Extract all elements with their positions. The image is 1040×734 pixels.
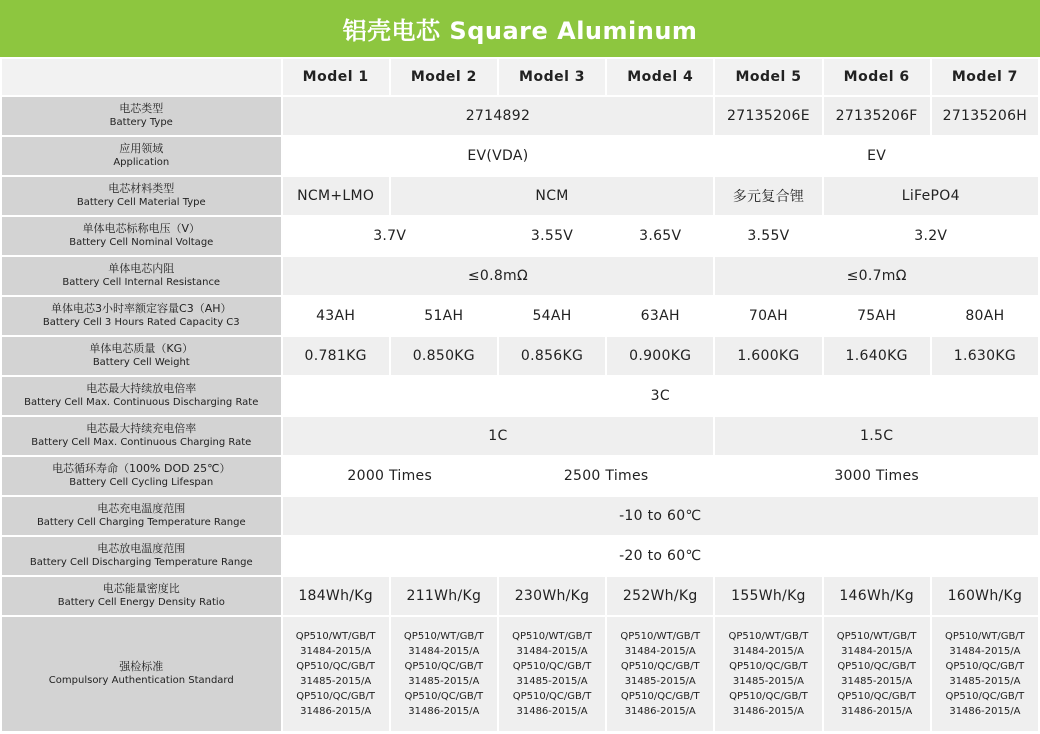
- value-cell: NCM: [391, 177, 714, 215]
- table-row: [2, 337, 1038, 375]
- value-cell: ≤0.8mΩ: [283, 257, 714, 295]
- value-cell: 51AH: [391, 297, 497, 335]
- value-cell: 3000 Times: [715, 457, 1038, 495]
- row-label: [2, 137, 281, 175]
- row-label-cn: 应用领域: [119, 142, 164, 155]
- row-label-en: Battery Cell Energy Density Ratio: [57, 597, 225, 608]
- header-corner-cell: [2, 59, 281, 95]
- value-cell: -10 to 60℃: [283, 497, 1038, 535]
- row-label-cn: 电芯能量密度比: [102, 582, 180, 595]
- value-cell: 3.55V: [715, 217, 821, 255]
- table-row: [2, 257, 1038, 295]
- model-header: Model 6: [824, 59, 930, 95]
- row-label-en: Battery Cell Material Type: [76, 197, 206, 208]
- title-banner: [0, 0, 1040, 57]
- row-label-cn: 电芯类型: [119, 102, 164, 115]
- table-row: [2, 137, 1038, 175]
- row-label-en: Battery Cell Nominal Voltage: [69, 237, 214, 248]
- value-cell: 0.900KG: [607, 337, 713, 375]
- value-cell: 3.2V: [824, 217, 1038, 255]
- value-cell: 75AH: [824, 297, 930, 335]
- row-label-en: Battery Cell Charging Temperature Range: [36, 517, 246, 528]
- value-cell: -20 to 60℃: [283, 537, 1038, 575]
- table-row: [2, 617, 1038, 731]
- row-label: [2, 297, 281, 335]
- model-header: Model 5: [715, 59, 821, 95]
- value-cell: 1.640KG: [824, 337, 930, 375]
- table-row: [2, 217, 1038, 255]
- row-label: [2, 417, 281, 455]
- table-row: [2, 577, 1038, 615]
- row-label: [2, 97, 281, 135]
- standard-cell: QP510/WT/GB/T 31484-2015/A QP510/QC/GB/T 31485-2015/A QP510/QC/GB/T 31486-2015/A: [607, 617, 713, 731]
- row-label-cn: 单体电芯3小时率额定容量C3（AH）: [51, 302, 232, 315]
- standard-cell: QP510/WT/GB/T 31484-2015/A QP510/QC/GB/T 31485-2015/A QP510/QC/GB/T 31486-2015/A: [283, 617, 389, 731]
- value-cell: ≤0.7mΩ: [715, 257, 1038, 295]
- value-cell: 27135206H: [932, 97, 1038, 135]
- row-label-cn: 电芯材料类型: [108, 182, 175, 195]
- value-cell: 3.55V: [499, 217, 605, 255]
- table-row: [2, 417, 1038, 455]
- row-label-en: Battery Type: [109, 117, 173, 128]
- value-cell: 3C: [283, 377, 1038, 415]
- row-label: [2, 337, 281, 375]
- row-label-en: Battery Cell Cycling Lifespan: [69, 477, 214, 488]
- row-label-cn: 电芯最大持续放电倍率: [86, 382, 197, 395]
- row-label: [2, 617, 281, 731]
- value-cell: 63AH: [607, 297, 713, 335]
- standard-cell: QP510/WT/GB/T 31484-2015/A QP510/QC/GB/T 31485-2015/A QP510/QC/GB/T 31486-2015/A: [499, 617, 605, 731]
- value-cell: 1.630KG: [932, 337, 1038, 375]
- model-header: Model 1: [283, 59, 389, 95]
- row-label-cn: 强检标准: [119, 660, 164, 673]
- table-row: [2, 497, 1038, 535]
- value-cell: 160Wh/Kg: [932, 577, 1038, 615]
- model-header: Model 2: [391, 59, 497, 95]
- row-label-cn: 电芯循环寿命（100% DOD 25℃）: [52, 462, 231, 475]
- model-header: Model 3: [499, 59, 605, 95]
- value-cell: EV(VDA): [283, 137, 714, 175]
- value-cell: 2500 Times: [499, 457, 713, 495]
- row-label-en: Compulsory Authentication Standard: [48, 675, 234, 686]
- row-label-en: Battery Cell Weight: [92, 357, 190, 368]
- value-cell: 70AH: [715, 297, 821, 335]
- value-cell: NCM+LMO: [283, 177, 389, 215]
- row-label-cn: 单体电芯标称电压（V）: [82, 222, 201, 235]
- value-cell: 0.856KG: [499, 337, 605, 375]
- model-header: Model 4: [607, 59, 713, 95]
- standard-cell: QP510/WT/GB/T 31484-2015/A QP510/QC/GB/T 31485-2015/A QP510/QC/GB/T 31486-2015/A: [824, 617, 930, 731]
- value-cell: 3.7V: [283, 217, 497, 255]
- model-header: Model 7: [932, 59, 1038, 95]
- row-label-en: Battery Cell Discharging Temperature Range: [29, 557, 253, 568]
- value-cell: 1C: [283, 417, 714, 455]
- row-label: [2, 177, 281, 215]
- value-cell: 230Wh/Kg: [499, 577, 605, 615]
- table-row: [2, 177, 1038, 215]
- row-label-en: Battery Cell Max. Continuous Discharging Rate: [24, 397, 259, 408]
- row-label-en: Battery Cell 3 Hours Rated Capacity C3: [42, 317, 240, 328]
- row-label-cn: 电芯最大持续充电倍率: [86, 422, 197, 435]
- row-label-en: Application: [113, 157, 170, 168]
- value-cell: 多元复合锂: [715, 177, 821, 215]
- value-cell: 27135206E: [715, 97, 821, 135]
- row-label: [2, 537, 281, 575]
- value-cell: 155Wh/Kg: [715, 577, 821, 615]
- value-cell: 146Wh/Kg: [824, 577, 930, 615]
- value-cell: LiFePO4: [824, 177, 1038, 215]
- value-cell: 1.600KG: [715, 337, 821, 375]
- value-cell: 54AH: [499, 297, 605, 335]
- standard-cell: QP510/WT/GB/T 31484-2015/A QP510/QC/GB/T 31485-2015/A QP510/QC/GB/T 31486-2015/A: [391, 617, 497, 731]
- row-label-en: Battery Cell Max. Continuous Charging Rate: [31, 437, 252, 448]
- value-cell: 3.65V: [607, 217, 713, 255]
- spec-table: [0, 57, 1040, 733]
- value-cell: 184Wh/Kg: [283, 577, 389, 615]
- row-label: [2, 217, 281, 255]
- row-label-en: Battery Cell Internal Resistance: [62, 277, 221, 288]
- table-row: [2, 97, 1038, 135]
- standard-cell: QP510/WT/GB/T 31484-2015/A QP510/QC/GB/T 31485-2015/A QP510/QC/GB/T 31486-2015/A: [932, 617, 1038, 731]
- row-label: [2, 257, 281, 295]
- table-row: [2, 537, 1038, 575]
- row-label: [2, 577, 281, 615]
- value-cell: 0.850KG: [391, 337, 497, 375]
- value-cell: 27135206F: [824, 97, 930, 135]
- row-label: [2, 377, 281, 415]
- table-row: [2, 377, 1038, 415]
- header-row: [2, 59, 1038, 95]
- value-cell: 0.781KG: [283, 337, 389, 375]
- row-label: [2, 457, 281, 495]
- table-row: [2, 457, 1038, 495]
- value-cell: 2714892: [283, 97, 714, 135]
- row-label-cn: 单体电芯质量（KG）: [89, 342, 194, 355]
- row-label-cn: 单体电芯内阻: [108, 262, 175, 275]
- standard-cell: QP510/WT/GB/T 31484-2015/A QP510/QC/GB/T 31485-2015/A QP510/QC/GB/T 31486-2015/A: [715, 617, 821, 731]
- value-cell: 43AH: [283, 297, 389, 335]
- row-label-cn: 电芯放电温度范围: [97, 542, 186, 555]
- value-cell: 211Wh/Kg: [391, 577, 497, 615]
- value-cell: 80AH: [932, 297, 1038, 335]
- row-label: [2, 497, 281, 535]
- row-label-cn: 电芯充电温度范围: [97, 502, 186, 515]
- value-cell: EV: [715, 137, 1038, 175]
- value-cell: 2000 Times: [283, 457, 497, 495]
- value-cell: 252Wh/Kg: [607, 577, 713, 615]
- table-row: [2, 297, 1038, 335]
- value-cell: 1.5C: [715, 417, 1038, 455]
- page-title: 铝壳电芯 Square Aluminum: [342, 17, 698, 45]
